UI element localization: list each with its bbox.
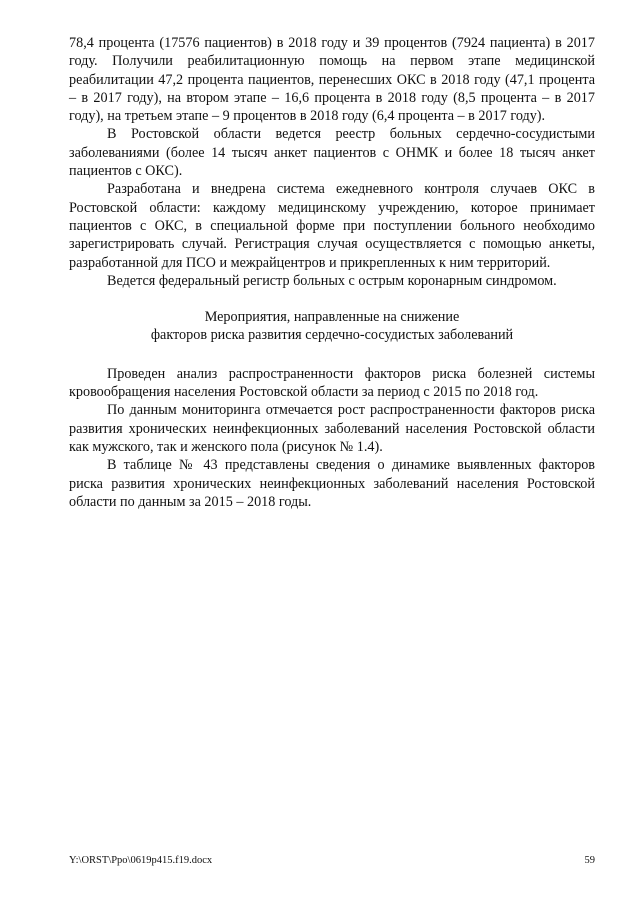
footer-page-number: 59: [584, 855, 595, 866]
paragraph-risk-analysis: Проведен анализ распространенности факторов риска болезней системы кровообращения населения Ростовской области за период с 2015 по 2018 год.: [69, 365, 595, 401]
footer-file-path: Y:\ORST\Ppo\0619p415.f19.docx: [69, 855, 213, 866]
document-body: [69, 34, 595, 511]
section-heading-line-2: факторов риска развития сердечно-сосудистых заболеваний: [150, 327, 514, 344]
paragraph-federal-register: Ведется федеральный регистр больных с острым коронарным синдромом.: [107, 272, 557, 289]
section-heading-line-1: Мероприятия, направленные на снижение: [204, 309, 460, 326]
paragraph-monitoring: По данным мониторинга отмечается рост распространенности факторов риска развития хронических неинфекционных заболеваний населения Ростовской области как мужского, так и женского пола (рисунок № 1.4).: [69, 402, 595, 455]
paragraph-registry: В Ростовской области ведется реестр больных сердечно-сосудистыми заболеваниями (более 14 тысяч анкет пациентов с ОНМК и более 18 тысяч анкет пациентов с ОКС).: [69, 126, 595, 180]
paragraph-control-system: Разработана и внедрена система ежедневного контроля случаев ОКС в Ростовской области: каждому медицинскому учреждению, которое принимает пациентов с ОКС, в специальной форме при поступлении больного необходимо зарегистрировать случай. Регистрация случая осуществляется с помощью анкеты, разработанной для ПСО и межрайцентров и прикрепленных к ним территорий.: [69, 181, 595, 271]
paragraph-table-reference: В таблице № 43 представлены сведения о динамике выявленных факторов риска развития хронических неинфекционных заболеваний населения Ростовской области по данным за 2015 – 2018 годы.: [69, 457, 595, 510]
section-heading: [69, 308, 595, 345]
paragraph-rehabilitation-stats: 78,4 процента (17576 пациентов) в 2018 году и 39 процентов (7924 пациента) в 2017 году. Получили реабилитационную помощь на первом этапе медицинской реабилитации 47,2 процента пациентов, перенесших ОКС в 2018 году (47,1 процента – в 2017 году), на втором этапе – 16,6 процента в 2018 году (8,5 процента – в 2017 году), на третьем этапе – 9 процентов в 2018 году (6,4 процента – в 2017 году).: [69, 35, 595, 125]
